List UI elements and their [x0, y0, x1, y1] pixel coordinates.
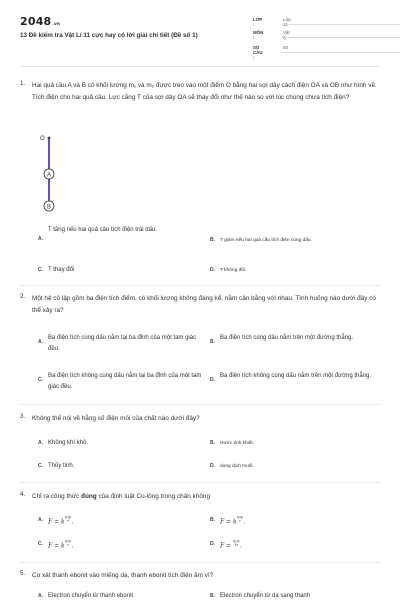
pendulum-figure	[38, 130, 68, 215]
question-separator	[20, 285, 380, 286]
header-divider	[20, 66, 380, 67]
question-separator	[20, 562, 380, 563]
formula: F = kq₁q₂ r .	[48, 539, 74, 550]
question-text: Chỉ ra công thức đúng của định luật Cu-lông trong chân không	[32, 493, 211, 500]
question-number: 1.	[20, 80, 26, 87]
question-separator	[20, 404, 380, 405]
question-separator	[20, 482, 380, 483]
formula: F = kq₁q₂ r² .	[48, 515, 74, 526]
figure-label-o: O	[40, 136, 45, 142]
site-logo[interactable]: 2048.vn	[20, 15, 60, 28]
question-text: Một hệ cô lập gồm ba điện tích điểm, có khối lượng không đáng kể, nằm cân bằng với nhau. Tình huống nào dưới đây có thể xảy ra?	[32, 295, 376, 314]
question-text: Cọ xát thanh ebonit vào miếng dạ, thanh ebonit tích điện âm vì?	[32, 572, 214, 579]
question-text: Không thể nói về hằng số điện môi của chất nào dưới đây?	[32, 415, 200, 422]
question-number: 4.	[20, 491, 26, 498]
question-text: Hai quả cầu A và B có khối lượng m₁ và m₂ được treo vào một điểm O bằng hai sợi dây cách điện OA và OB như hình vẽ. Tích điện cho hai quả cầu. Lực căng T của sợi dây OA sẽ thay đổi như thế nào so với lúc chúng chưa tích điện?	[32, 82, 377, 101]
formula: F = kq₁q₂ r .	[220, 515, 246, 526]
question-number: 5.	[20, 570, 26, 577]
question-number: 3.	[20, 413, 26, 420]
ball-b-label: B	[46, 204, 52, 211]
formula: F = q₁q₂ kr .	[220, 539, 242, 550]
question-number: 2.	[20, 293, 26, 300]
exam-page: 2048.vn 13 Đề kiểm tra Vật Lí 11 cực hay có lời giải chi tiết (Đề số 1) LỚP : Lớp 11 MÔN : Vật lý SỐ CÂU : 40 1. Hai quả cầu A và B có khối lượng m₁ và m₂ được treo vào một điểm O bằng hai sợi dây cách điện OA và OB như hình vẽ. Tích điện cho hai quả cầu. Lực căng T của sợi dây OA sẽ thay đổi như thế nào so với lúc chúng chưa tích điện? O A B A. T tăng nếu hai quả cầu tích điện trái dấu. B. T giảm nếu hai quả cầu tích điện cùng dấu. C. T thay đổi D. T không đổi. 2. Một hệ cô lập gồm ba điện tích điểm, có khối lượng không đáng kể, nằm cân bằng với nhau. Tình huống nào dưới đây có thể xảy ra? A. Ba điện tích cùng dấu nằm tại ba đỉnh của một tam giác đều. B. Ba điện tích cùng dấu nằm trên một đường thẳng. C. Ba điện tích không cùng dấu nằm tại ba đỉnh của một tam giác đều. D. Ba điện tích không cùng dấu nằm trên một đường thẳng. 3. Không thể nói về hằng số điện môi của chất nào dưới đây? A. Không khí khô. B. Nước tinh khiết. C. Thủy tinh. D. dung dịch muối. 4. Chỉ ra công thức đúng của định luật Cu-lông trong chân không A. F = kq₁q₂ r² . B. F = kq₁q₂ r . C. F = kq₁q₂ r . D. F = q₁q₂ kr . 5. Cọ xát thanh ebonit vào miếng dạ, thanh ebonit tích điện âm vì? A. Electron chuyển từ thanh ebonit B. Electron chuyển từ dạ sang thanh	[0, 0, 400, 600]
document-title: 13 Đề kiểm tra Vật Lí 11 cực hay có lời giải chi tiết (Đề số 1)	[20, 32, 198, 39]
ball-a-label: A	[46, 172, 52, 179]
